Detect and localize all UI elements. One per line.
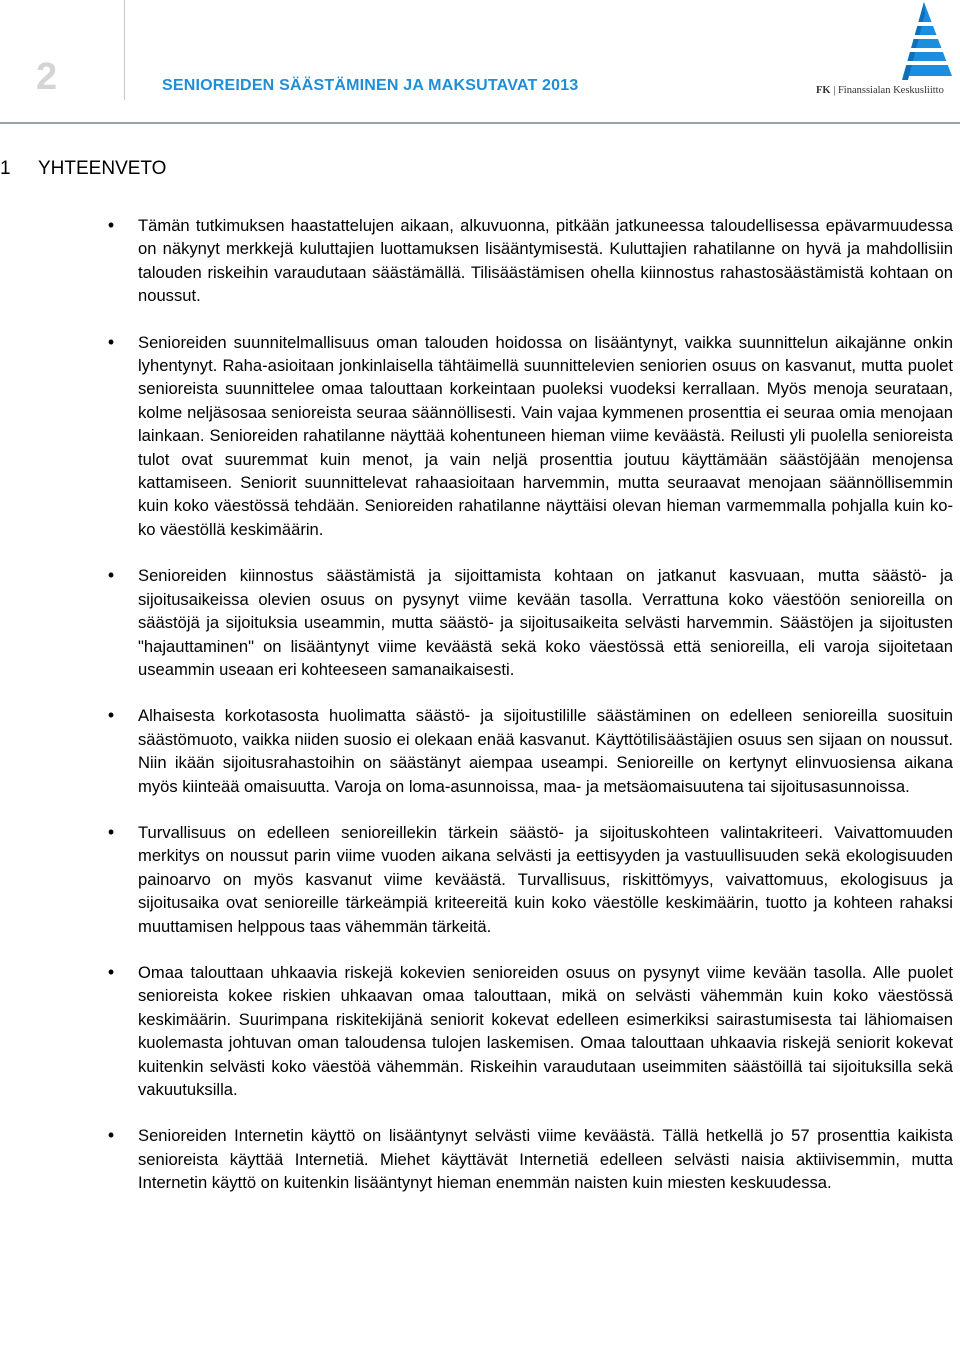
logo-abbr: FK bbox=[816, 85, 831, 96]
list-item-text: Turvallisuus on edelleen senioreillekin tärkein säästö- ja sijoituskohteen valintakriteeri. Vaivattomuuden merkitys on noussut parin viime vuoden aikana selvästi ja eettisyyden ja vastuullisuuden sekä ekologisuuden painoarvo on myös kasvanut viime keväästä. Turvallisuus, riskittömyys, vaivattomuus, ekologisuus ja sijoitusaika ovat senioreille tärkeämpiä kriteereitä kuin koko väestölle keskimäärin, tuotto ja kohteen rahaksi muuttamisen helppous taas vähemmän tärkeitä. bbox=[138, 822, 953, 936]
header-divider bbox=[124, 0, 125, 100]
list-item bbox=[0, 564, 953, 681]
bullet-dot: • bbox=[107, 1125, 115, 1146]
list-item bbox=[0, 704, 953, 798]
running-title: SENIOREIDEN SÄÄSTÄMINEN JA MAKSUTAVAT 2013 bbox=[162, 77, 579, 94]
list-item bbox=[0, 214, 953, 308]
section-heading bbox=[0, 158, 166, 180]
bullet-dot: • bbox=[107, 215, 115, 235]
pyramid-logo-icon bbox=[898, 2, 958, 82]
bullet-dot: • bbox=[107, 961, 115, 982]
section-number: 1 bbox=[0, 158, 11, 179]
list-item-text: Tämän tutkimuksen haastattelujen aikaan, alkuvuonna, pitkään jatkuneessa taloudellisessa epävarmuudessa on näkynyt merkkejä kuluttajien luottamuksen lisääntymisestä. Kuluttajien rahatilanne on hyvä ja mahdollisiin talouden riskeihin varaudutaan säästämällä. Tilisäästämisen ohella kiinnostus rahastosäästämistä kohtaan on noussut. bbox=[138, 216, 953, 306]
logo-wordmark bbox=[816, 86, 958, 97]
list-item-text: Senioreiden kiinnostus säästämistä ja sijoittamista kohtaan on jatkanut kasvuaan, mutta säästö- ja sijoitusaikeissa olevien osuus on pysynyt viime kevään tasolla. Verrattuna koko väestöön senioreilla on säästöjä ja sijoituksia useammin, mutta säästö- ja sijoitusaikeita selvästi harvemmin. Säästöjen ja sijoitusten "hajauttaminen" on lisääntynyt viime keväästä sekä koko väestössä että senioreilla, eli varoja sijoitetaan useammin useaan eri kohteeseen samanaikaisesti. bbox=[138, 566, 953, 679]
summary-bullet-list bbox=[0, 214, 960, 1195]
list-item bbox=[0, 331, 953, 542]
fk-logo bbox=[812, 0, 960, 100]
list-item-text: Omaa talouttaan uhkaavia riskejä kokevien senioreiden osuus on pysynyt viime kevään tasolla. Alle puolet senioreista kokee riskien uhkaavan omaa talouttaan, mikä on selvästi vähemmän kuin koko väestössä keskimäärin. Suurimpana riskitekijänä seniorit kokevat edelleen esimerkiksi sairastumisesta tai lähiomaisen kuolemasta johtuvan oman taloudensa tulojen laskemisen. Omaa talouttaan uhkaavia riskejä seniorit kokevat kuitenkin selvästi koko väestöä vähemmän. Riskeihin varaudutaan useimmiten säästöillä tai sijoituksilla sekä vakuutuksilla. bbox=[138, 962, 953, 1099]
section-title: YHTEENVETO bbox=[38, 158, 167, 179]
logo-name: Finanssialan Keskusliitto bbox=[837, 85, 944, 96]
bullet-dot: • bbox=[107, 821, 115, 842]
list-item-text: Alhaisesta korkotasosta huolimatta säästö- ja sijoitustilille säästäminen on edelleen senioreilla suosituin säästömuoto, vaikka niiden suosio ei olekaan enää kasvanut. Käyttötilisäästäjien osuus sen sijaan on noussut. Niin ikään sijoitusrahastoihin on säästänyt aiempaa useampi. Senioreille on kertynyt elinvuosiensa aikana myös kiinteää omaisuutta. Varoja on loma-asunnoissa, maa- ja metsäomaisuutena tai sijoitusasunnoissa. bbox=[138, 706, 953, 796]
list-item bbox=[0, 1124, 953, 1194]
logo-separator: | bbox=[833, 85, 838, 96]
bullet-dot: • bbox=[107, 705, 115, 726]
list-item-text: Senioreiden Internetin käyttö on lisääntynyt selvästi viime keväästä. Tällä hetkellä jo 57 prosenttia kaikista senioreista käyttää Internetiä. Miehet käyttävät Internetiä edelleen selvästi naisia aktiivisemmin, mutta Internetin käyttö on kuitenkin lisääntynyt hieman enemmän naisten kuin miesten keskuudessa. bbox=[138, 1126, 953, 1193]
list-item bbox=[0, 821, 953, 938]
page-number: 2 bbox=[36, 56, 58, 98]
list-item bbox=[0, 961, 953, 1101]
list-item-text: Senioreiden suunnitelmallisuus oman talouden hoidossa on lisääntynyt, vaikka suunnittelun aikajänne onkin lyhentynyt. Raha-asioitaan jonkinlaisella tähtäimellä suunnittelevien seniorien osuus on kasvanut, mutta puolet senioreista suunnittelee omaa talouttaan korkeintaan puoleksi vuodeksi kerrallaan. Myös menoja seurataan, kolme neljäsosaa senioreista seuraa säännöllisesti. Vain vajaa kymmenen prosenttia ei seuraa omia menojaan lainkaan. Senioreiden rahatilanne näyttää kohentuneen hieman viime keväästä. Reilusti yli puolella senioreista tulot ovat suuremmat kuin menot, ja vain neljä prosenttia joutuu käyttämään säästöjään menojensa kattamiseen. Seniorit suunnittelevat rahaasioitaan harvemmin, mutta seuraavat menojaan säännöllisemmin kuin koko väestössä tehdään. Senioreiden rahatilanne näyttäisi olevan hieman varmemmalla pohjalla kuin koko väestöllä keskimäärin. bbox=[138, 332, 953, 539]
header-rule bbox=[0, 122, 960, 124]
bullet-dot: • bbox=[107, 565, 115, 586]
bullet-dot: • bbox=[107, 331, 115, 352]
